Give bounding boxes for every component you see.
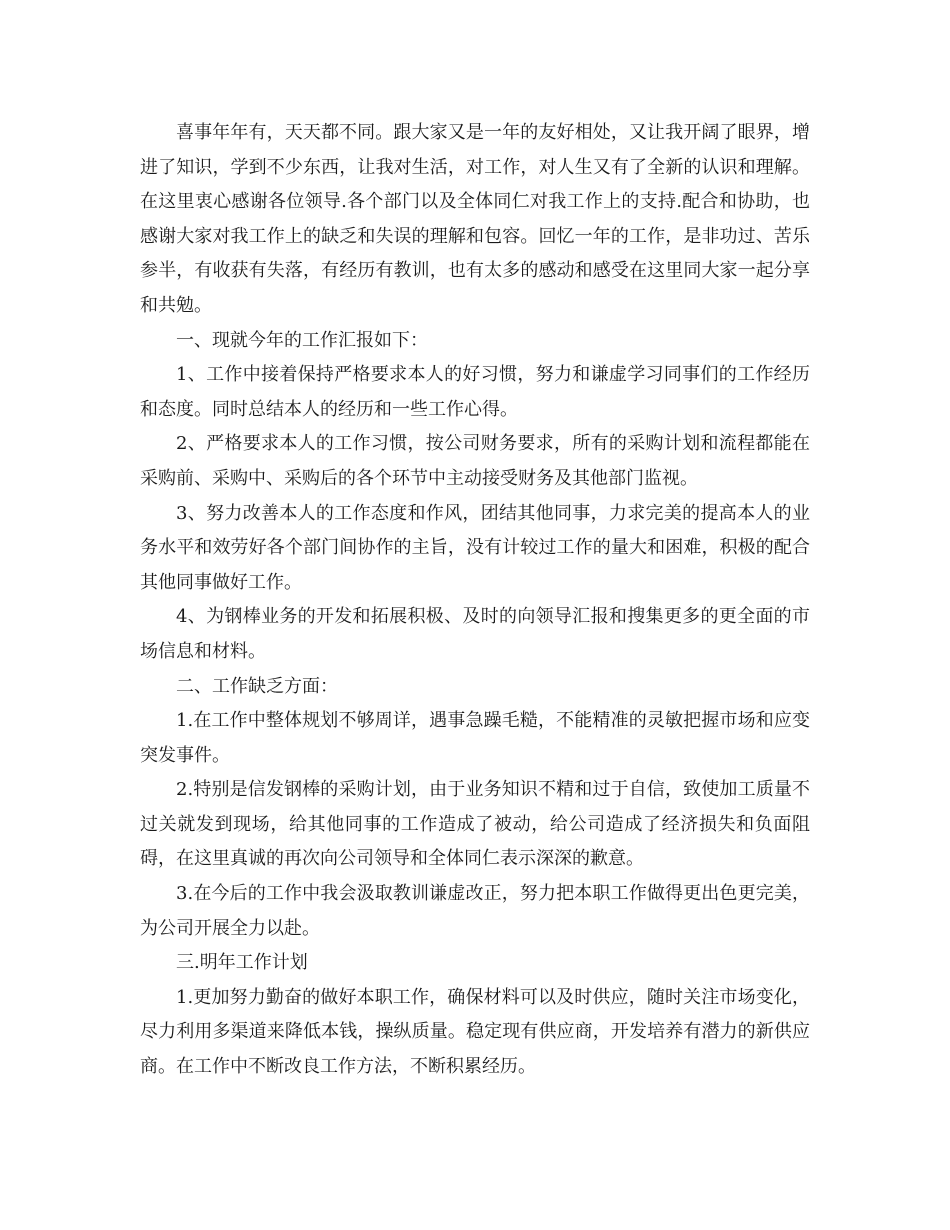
section-heading-next-year-plan: 三.明年工作计划 (176, 952, 308, 974)
shortcoming-item-1: 1.在工作中整体规划不够周详，遇事急躁毛糙，不能精准的灵敏把握市场和应变突发事件。 (140, 710, 810, 766)
document-body (140, 116, 810, 1085)
intro-paragraph: 喜事年年有，天天都不同。跟大家又是一年的友好相处，又让我开阔了眼界，增进了知识，学到不少东西，让我对生活，对工作，对人生又有了全新的认识和理解。在这里衷心感谢各位领导.各个部门以及全体同仁对我工作上的支持.配合和协助，也感谢大家对我工作上的缺乏和失误的理解和包容。回忆一年的工作，是非功过、苦乐参半，有收获有失落，有经历有教训，也有太多的感动和感受在这里同大家一起分享和共勉。 (140, 122, 810, 316)
shortcoming-item-3: 3.在今后的工作中我会汲取教训谦虚改正，努力把本职工作做得更出色更完美，为公司开展全力以赴。 (140, 883, 810, 939)
report-item-3: 3、努力改善本人的工作态度和作风，团结其他同事，力求完美的提高本人的业务水平和效劳好各个部门间协作的主旨，没有计较过工作的量大和困难，积极的配合其他同事做好工作。 (140, 502, 810, 593)
report-item-2: 2、严格要求本人的工作习惯，按公司财务要求，所有的采购计划和流程都能在采购前、采购中、采购后的各个环节中主动接受财务及其他部门监视。 (140, 433, 810, 489)
section-heading-work-report: 一、现就今年的工作汇报如下： (176, 329, 428, 351)
report-item-4: 4、为钢棒业务的开发和拓展积极、及时的向领导汇报和搜集更多的更全面的市场信息和材料。 (140, 606, 810, 662)
section-heading-shortcomings: 二、工作缺乏方面： (176, 675, 338, 697)
plan-item-1: 1.更加努力勤奋的做好本职工作，确保材料可以及时供应，随时关注市场变化，尽力利用多渠道来降低本钱，操纵质量。稳定现有供应商，开发培养有潜力的新供应商。在工作中不断改良工作方法，不断积累经历。 (140, 986, 810, 1078)
shortcoming-item-2: 2.特别是信发钢棒的采购计划，由于业务知识不精和过于自信，致使加工质量不过关就发到现场，给其他同事的工作造成了被动，给公司造成了经济损失和负面阻碍，在这里真诚的再次向公司领导和全体同仁表示深深的歉意。 (140, 779, 810, 870)
report-item-1: 1、工作中接着保持严格要求本人的好习惯，努力和谦虚学习同事们的工作经历和态度。同时总结本人的经历和一些工作心得。 (140, 364, 810, 420)
